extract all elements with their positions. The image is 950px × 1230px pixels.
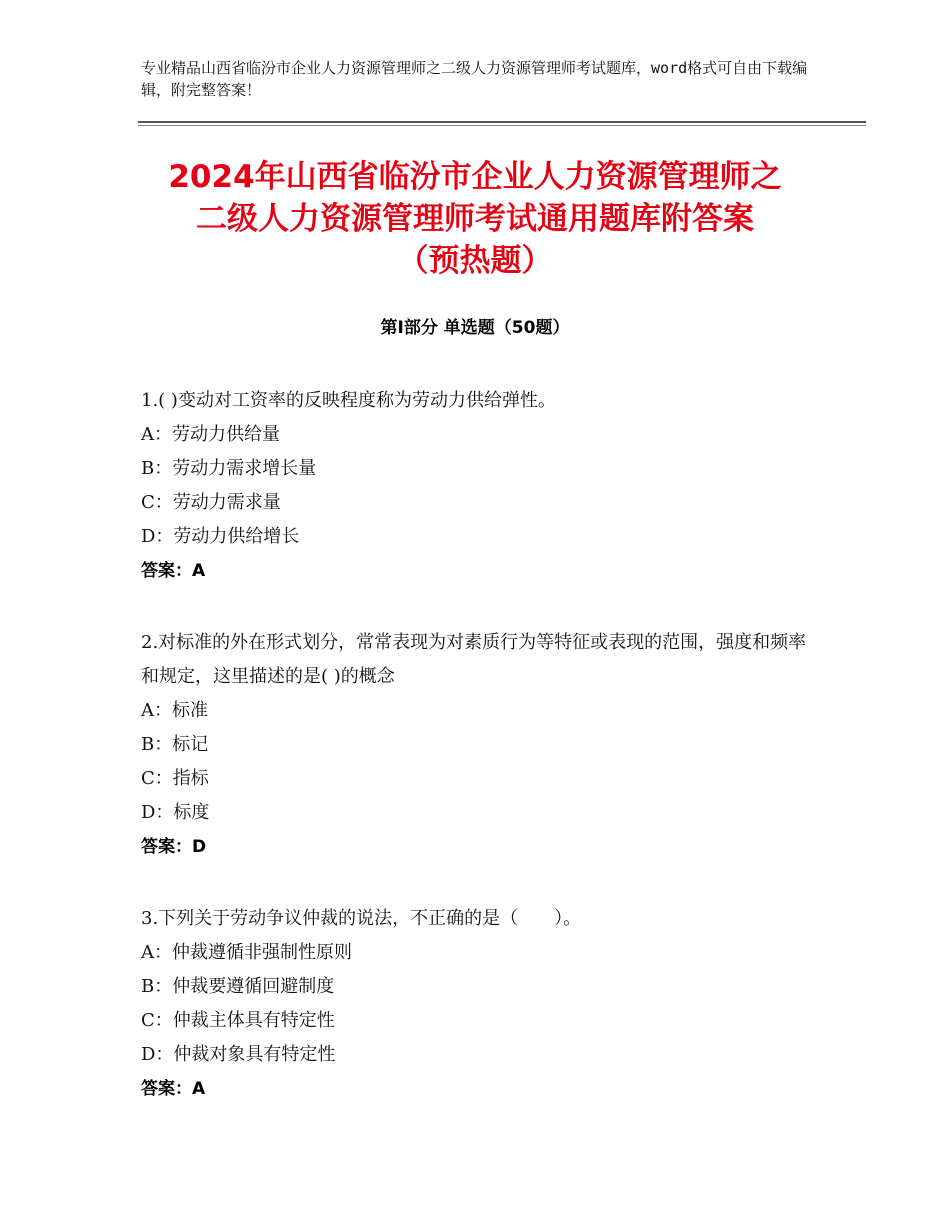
option-b: B：劳动力需求增长量 xyxy=(141,458,317,479)
title-line-1: 2024年山西省临汾市企业人力资源管理师之 xyxy=(168,159,782,195)
question-2 xyxy=(141,626,821,864)
question-1 xyxy=(141,384,821,588)
question-list xyxy=(141,384,821,1144)
answer: 答案：A xyxy=(141,561,206,581)
document-title xyxy=(100,156,850,282)
option-c: C：指标 xyxy=(141,768,209,789)
question-stem: 1.( )变动对工资率的反映程度称为劳动力供给弹性。 xyxy=(141,390,556,411)
question-stem: 3.下列关于劳动争议仲裁的说法，不正确的是（ ）。 xyxy=(141,908,582,929)
option-c: C：仲裁主体具有特定性 xyxy=(141,1010,335,1031)
option-b: B：标记 xyxy=(141,734,209,755)
header-divider-thick xyxy=(138,121,866,123)
title-line-2: 二级人力资源管理师考试通用题库附答案 xyxy=(196,201,754,237)
option-d: D：标度 xyxy=(141,802,210,823)
option-a: A：仲裁遵循非强制性原则 xyxy=(141,942,352,963)
option-c: C：劳动力需求量 xyxy=(141,492,281,513)
header-note: 专业精品山西省临汾市企业人力资源管理师之二级人力资源管理师考试题库，word格式可自由下载编辑，附完整答案！ xyxy=(141,59,808,99)
answer: 答案：D xyxy=(141,837,207,857)
title-line-3: （预热题） xyxy=(397,243,553,279)
header-divider-thin xyxy=(138,125,866,126)
option-a: A：标准 xyxy=(141,700,208,721)
option-d: D：劳动力供给增长 xyxy=(141,526,300,547)
question-stem: 2.对标准的外在形式划分，常常表现为对素质行为等特征或表现的范围，强度和频率和规定，这里描述的是( )的概念 xyxy=(141,632,807,687)
answer: 答案：A xyxy=(141,1079,206,1099)
option-b: B：仲裁要遵循回避制度 xyxy=(141,976,335,997)
option-a: A：劳动力供给量 xyxy=(141,424,280,445)
option-d: D：仲裁对象具有特定性 xyxy=(141,1044,336,1065)
section-heading: 第Ⅰ部分 单选题（50题） xyxy=(380,318,570,338)
question-3 xyxy=(141,902,821,1106)
